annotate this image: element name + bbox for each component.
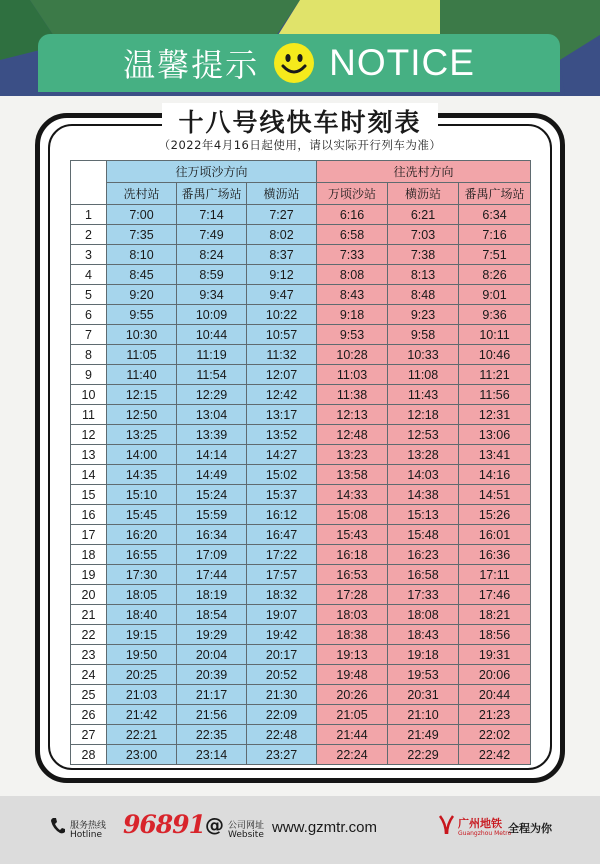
departure-time-cell: 22:42: [459, 745, 531, 765]
departure-time-cell: 21:42: [107, 705, 177, 725]
departure-time-cell: 13:52: [247, 425, 317, 445]
departure-time-cell: 16:55: [107, 545, 177, 565]
table-row: [71, 305, 531, 325]
departure-time-cell: 18:43: [388, 625, 459, 645]
table-row: [71, 385, 531, 405]
departure-time-cell: 13:41: [459, 445, 531, 465]
departure-time-cell: 15:02: [247, 465, 317, 485]
hotline-label-cn: 服务热线: [70, 821, 107, 831]
departure-time-cell: 20:04: [177, 645, 247, 665]
departure-time-cell: 14:14: [177, 445, 247, 465]
trip-number-cell: 17: [71, 525, 107, 545]
departure-time-cell: 23:14: [177, 745, 247, 765]
hotline-number[interactable]: 96891: [123, 810, 205, 839]
trip-number-cell: 7: [71, 325, 107, 345]
website-label-en: Website: [228, 830, 264, 840]
departure-time-cell: 19:13: [317, 645, 388, 665]
departure-time-cell: 21:05: [317, 705, 388, 725]
departure-time-cell: 10:09: [177, 305, 247, 325]
departure-time-cell: 21:17: [177, 685, 247, 705]
departure-time-cell: 9:55: [107, 305, 177, 325]
departure-time-cell: 11:40: [107, 365, 177, 385]
phone-icon: [50, 817, 66, 835]
departure-time-cell: 9:36: [459, 305, 531, 325]
trip-number-cell: 15: [71, 485, 107, 505]
departure-time-cell: 15:08: [317, 505, 388, 525]
departure-time-cell: 13:06: [459, 425, 531, 445]
metro-logo-icon: [438, 814, 455, 836]
trip-number-cell: 1: [71, 205, 107, 225]
table-row: [71, 585, 531, 605]
departure-time-cell: 9:20: [107, 285, 177, 305]
departure-time-cell: 12:53: [388, 425, 459, 445]
notice-banner: [38, 34, 560, 92]
direction-header-to-xiancun: 往冼村方向: [317, 161, 531, 183]
departure-time-cell: 20:44: [459, 685, 531, 705]
station-header: 万顷沙站: [317, 183, 388, 205]
departure-time-cell: 9:23: [388, 305, 459, 325]
departure-time-cell: 8:10: [107, 245, 177, 265]
station-header: 横沥站: [388, 183, 459, 205]
departure-time-cell: 8:02: [247, 225, 317, 245]
metro-brand-cn: 广州地铁: [458, 817, 502, 830]
table-row: [71, 665, 531, 685]
departure-time-cell: 21:03: [107, 685, 177, 705]
station-header: 冼村站: [107, 183, 177, 205]
at-icon: @: [205, 814, 224, 836]
trip-number-cell: 21: [71, 605, 107, 625]
table-row: [71, 485, 531, 505]
departure-time-cell: 12:18: [388, 405, 459, 425]
direction-header-row: [71, 161, 531, 183]
departure-time-cell: 12:31: [459, 405, 531, 425]
departure-time-cell: 15:13: [388, 505, 459, 525]
departure-time-cell: 9:58: [388, 325, 459, 345]
table-row: [71, 505, 531, 525]
departure-time-cell: 7:14: [177, 205, 247, 225]
table-row: [71, 205, 531, 225]
website-label-cn: 公司网址: [228, 821, 265, 831]
departure-time-cell: 22:29: [388, 745, 459, 765]
departure-time-cell: 13:23: [317, 445, 388, 465]
departure-time-cell: 18:08: [388, 605, 459, 625]
departure-time-cell: 13:04: [177, 405, 247, 425]
trip-number-cell: 14: [71, 465, 107, 485]
metro-brand-en: Guangzhou Metro: [458, 830, 512, 837]
departure-time-cell: 17:11: [459, 565, 531, 585]
trip-number-cell: 26: [71, 705, 107, 725]
smiley-icon: [273, 42, 315, 84]
departure-time-cell: 13:25: [107, 425, 177, 445]
departure-time-cell: 13:39: [177, 425, 247, 445]
departure-time-cell: 20:06: [459, 665, 531, 685]
departure-time-cell: 14:38: [388, 485, 459, 505]
departure-time-cell: 9:12: [247, 265, 317, 285]
departure-time-cell: 8:26: [459, 265, 531, 285]
table-row: [71, 285, 531, 305]
station-header-row: [71, 183, 531, 205]
departure-time-cell: 19:07: [247, 605, 317, 625]
departure-time-cell: 9:47: [247, 285, 317, 305]
table-row: [71, 405, 531, 425]
departure-time-cell: 12:42: [247, 385, 317, 405]
table-row: [71, 225, 531, 245]
notice-title-cn: 温馨提示: [123, 46, 260, 84]
departure-time-cell: 11:21: [459, 365, 531, 385]
departure-time-cell: 9:53: [317, 325, 388, 345]
departure-time-cell: 21:23: [459, 705, 531, 725]
direction-header-to-wanqingsha: 往万顷沙方向: [107, 161, 317, 183]
departure-time-cell: 8:24: [177, 245, 247, 265]
departure-time-cell: 22:09: [247, 705, 317, 725]
departure-time-cell: 16:23: [388, 545, 459, 565]
departure-time-cell: 23:00: [107, 745, 177, 765]
trip-number-cell: 9: [71, 365, 107, 385]
departure-time-cell: 9:34: [177, 285, 247, 305]
departure-time-cell: 17:28: [317, 585, 388, 605]
departure-time-cell: 17:46: [459, 585, 531, 605]
departure-time-cell: 17:33: [388, 585, 459, 605]
website-link[interactable]: www.gzmtr.com: [272, 819, 378, 836]
departure-time-cell: 15:48: [388, 525, 459, 545]
departure-time-cell: 7:16: [459, 225, 531, 245]
header-corner-cell: [71, 161, 107, 205]
departure-time-cell: 7:03: [388, 225, 459, 245]
departure-time-cell: 8:45: [107, 265, 177, 285]
departure-time-cell: 11:43: [388, 385, 459, 405]
departure-time-cell: 12:48: [317, 425, 388, 445]
table-row: [71, 605, 531, 625]
departure-time-cell: 13:58: [317, 465, 388, 485]
departure-time-cell: 16:01: [459, 525, 531, 545]
table-row: [71, 325, 531, 345]
departure-time-cell: 12:13: [317, 405, 388, 425]
departure-time-cell: 11:32: [247, 345, 317, 365]
departure-time-cell: 10:22: [247, 305, 317, 325]
table-row: [71, 245, 531, 265]
departure-time-cell: 7:33: [317, 245, 388, 265]
departure-time-cell: 16:36: [459, 545, 531, 565]
station-header: 横沥站: [247, 183, 317, 205]
departure-time-cell: 16:12: [247, 505, 317, 525]
departure-time-cell: 18:21: [459, 605, 531, 625]
departure-time-cell: 18:03: [317, 605, 388, 625]
departure-time-cell: 19:29: [177, 625, 247, 645]
trip-number-cell: 20: [71, 585, 107, 605]
departure-time-cell: 8:43: [317, 285, 388, 305]
trip-number-cell: 25: [71, 685, 107, 705]
departure-time-cell: 15:26: [459, 505, 531, 525]
departure-time-cell: 18:56: [459, 625, 531, 645]
departure-time-cell: 22:21: [107, 725, 177, 745]
departure-time-cell: 15:43: [317, 525, 388, 545]
departure-time-cell: 21:10: [388, 705, 459, 725]
departure-time-cell: 14:16: [459, 465, 531, 485]
departure-time-cell: 20:52: [247, 665, 317, 685]
table-row: [71, 445, 531, 465]
departure-time-cell: 7:35: [107, 225, 177, 245]
departure-time-cell: 21:44: [317, 725, 388, 745]
departure-time-cell: 14:00: [107, 445, 177, 465]
departure-time-cell: 18:32: [247, 585, 317, 605]
departure-time-cell: 20:17: [247, 645, 317, 665]
trip-number-cell: 12: [71, 425, 107, 445]
table-row: [71, 265, 531, 285]
departure-time-cell: 18:38: [317, 625, 388, 645]
departure-time-cell: 7:38: [388, 245, 459, 265]
departure-time-cell: 16:58: [388, 565, 459, 585]
notice-title-en: NOTICE: [329, 42, 475, 83]
departure-time-cell: 10:30: [107, 325, 177, 345]
departure-time-cell: 20:25: [107, 665, 177, 685]
departure-time-cell: 21:30: [247, 685, 317, 705]
departure-time-cell: 10:28: [317, 345, 388, 365]
station-header: 番禺广场站: [459, 183, 531, 205]
trip-number-cell: 13: [71, 445, 107, 465]
departure-time-cell: 18:40: [107, 605, 177, 625]
departure-time-cell: 11:54: [177, 365, 247, 385]
departure-time-cell: 20:31: [388, 685, 459, 705]
departure-time-cell: 8:08: [317, 265, 388, 285]
departure-time-cell: 9:01: [459, 285, 531, 305]
departure-time-cell: 13:28: [388, 445, 459, 465]
table-row: [71, 745, 531, 765]
departure-time-cell: 20:39: [177, 665, 247, 685]
departure-time-cell: 11:03: [317, 365, 388, 385]
departure-time-cell: 8:48: [388, 285, 459, 305]
departure-time-cell: 10:46: [459, 345, 531, 365]
departure-time-cell: 8:13: [388, 265, 459, 285]
trip-number-cell: 10: [71, 385, 107, 405]
hotline-label-en: Hotline: [70, 830, 103, 840]
departure-time-cell: 11:56: [459, 385, 531, 405]
departure-time-cell: 19:31: [459, 645, 531, 665]
table-row: [71, 345, 531, 365]
departure-time-cell: 16:20: [107, 525, 177, 545]
timetable-table: [70, 160, 531, 765]
departure-time-cell: 15:59: [177, 505, 247, 525]
departure-time-cell: 21:49: [388, 725, 459, 745]
departure-time-cell: 12:50: [107, 405, 177, 425]
departure-time-cell: 15:24: [177, 485, 247, 505]
trip-number-cell: 16: [71, 505, 107, 525]
departure-time-cell: 10:44: [177, 325, 247, 345]
departure-time-cell: 15:45: [107, 505, 177, 525]
trip-number-cell: 23: [71, 645, 107, 665]
departure-time-cell: 14:33: [317, 485, 388, 505]
departure-time-cell: 10:11: [459, 325, 531, 345]
departure-time-cell: 16:47: [247, 525, 317, 545]
departure-time-cell: 18:54: [177, 605, 247, 625]
trip-number-cell: 18: [71, 545, 107, 565]
departure-time-cell: 12:15: [107, 385, 177, 405]
table-row: [71, 525, 531, 545]
departure-time-cell: 11:38: [317, 385, 388, 405]
departure-time-cell: 10:57: [247, 325, 317, 345]
trip-number-cell: 3: [71, 245, 107, 265]
metro-slogan: 全程为你: [508, 822, 552, 835]
trip-number-cell: 4: [71, 265, 107, 285]
departure-time-cell: 7:00: [107, 205, 177, 225]
table-row: [71, 425, 531, 445]
trip-number-cell: 27: [71, 725, 107, 745]
footer-bar: [0, 796, 600, 864]
departure-time-cell: 17:22: [247, 545, 317, 565]
departure-time-cell: 17:57: [247, 565, 317, 585]
table-row: [71, 365, 531, 385]
departure-time-cell: 7:51: [459, 245, 531, 265]
departure-time-cell: 10:33: [388, 345, 459, 365]
departure-time-cell: 19:53: [388, 665, 459, 685]
departure-time-cell: 9:18: [317, 305, 388, 325]
departure-time-cell: 11:08: [388, 365, 459, 385]
departure-time-cell: 6:34: [459, 205, 531, 225]
departure-time-cell: 7:49: [177, 225, 247, 245]
departure-time-cell: 7:27: [247, 205, 317, 225]
trip-number-cell: 28: [71, 745, 107, 765]
table-row: [71, 465, 531, 485]
departure-time-cell: 15:37: [247, 485, 317, 505]
timetable-body: [71, 205, 531, 765]
departure-time-cell: 22:48: [247, 725, 317, 745]
departure-time-cell: 12:07: [247, 365, 317, 385]
trip-number-cell: 24: [71, 665, 107, 685]
departure-time-cell: 14:03: [388, 465, 459, 485]
departure-time-cell: 18:05: [107, 585, 177, 605]
departure-time-cell: 16:53: [317, 565, 388, 585]
departure-time-cell: 22:35: [177, 725, 247, 745]
departure-time-cell: 11:19: [177, 345, 247, 365]
table-row: [71, 705, 531, 725]
trip-number-cell: 8: [71, 345, 107, 365]
timetable-title: 十八号线快车时刻表: [162, 103, 437, 139]
departure-time-cell: 6:58: [317, 225, 388, 245]
table-row: [71, 625, 531, 645]
departure-time-cell: 17:30: [107, 565, 177, 585]
departure-time-cell: 19:42: [247, 625, 317, 645]
trip-number-cell: 22: [71, 625, 107, 645]
departure-time-cell: 19:50: [107, 645, 177, 665]
departure-time-cell: 14:51: [459, 485, 531, 505]
departure-time-cell: 14:49: [177, 465, 247, 485]
departure-time-cell: 18:19: [177, 585, 247, 605]
trip-number-cell: 2: [71, 225, 107, 245]
departure-time-cell: 16:34: [177, 525, 247, 545]
table-row: [71, 545, 531, 565]
departure-time-cell: 17:44: [177, 565, 247, 585]
departure-time-cell: 14:35: [107, 465, 177, 485]
departure-time-cell: 20:26: [317, 685, 388, 705]
departure-time-cell: 23:27: [247, 745, 317, 765]
station-header: 番禺广场站: [177, 183, 247, 205]
departure-time-cell: 11:05: [107, 345, 177, 365]
trip-number-cell: 19: [71, 565, 107, 585]
departure-time-cell: 6:16: [317, 205, 388, 225]
departure-time-cell: 8:59: [177, 265, 247, 285]
timetable-subtitle: （2022年4月16日起使用，请以实际开行列车为准）: [158, 138, 442, 152]
table-row: [71, 565, 531, 585]
departure-time-cell: 8:37: [247, 245, 317, 265]
table-row: [71, 725, 531, 745]
departure-time-cell: 16:18: [317, 545, 388, 565]
table-row: [71, 685, 531, 705]
departure-time-cell: 19:15: [107, 625, 177, 645]
departure-time-cell: 12:29: [177, 385, 247, 405]
trip-number-cell: 5: [71, 285, 107, 305]
departure-time-cell: 19:18: [388, 645, 459, 665]
departure-time-cell: 14:27: [247, 445, 317, 465]
departure-time-cell: 19:48: [317, 665, 388, 685]
departure-time-cell: 17:09: [177, 545, 247, 565]
departure-time-cell: 22:24: [317, 745, 388, 765]
departure-time-cell: 21:56: [177, 705, 247, 725]
departure-time-cell: 13:17: [247, 405, 317, 425]
departure-time-cell: 22:02: [459, 725, 531, 745]
departure-time-cell: 6:21: [388, 205, 459, 225]
timetable-title-wrap: [0, 103, 600, 139]
departure-time-cell: 15:10: [107, 485, 177, 505]
trip-number-cell: 6: [71, 305, 107, 325]
table-row: [71, 645, 531, 665]
trip-number-cell: 11: [71, 405, 107, 425]
